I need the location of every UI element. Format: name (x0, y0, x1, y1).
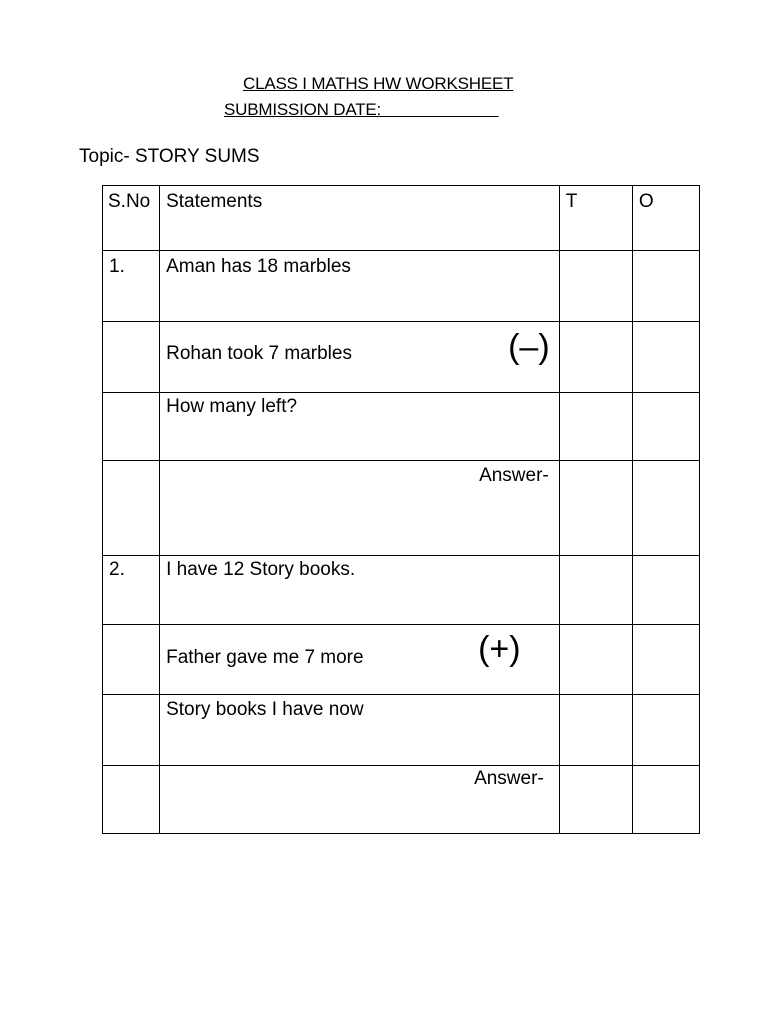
ones-answer-cell[interactable] (632, 461, 699, 556)
table-row (103, 393, 700, 461)
submission-date: SUBMISSION DATE: (224, 100, 499, 119)
tens-cell[interactable] (559, 393, 632, 461)
topic-heading: Topic- STORY SUMS (79, 146, 260, 167)
answer-label: Answer- (474, 768, 544, 789)
header-o-label: O (638, 191, 654, 212)
row-number-cell (103, 695, 160, 766)
row-number-cell (103, 461, 160, 556)
tens-cell[interactable] (559, 695, 632, 766)
statement-text: I have 12 Story books. (166, 559, 356, 580)
table-row (103, 461, 700, 556)
tens-answer-cell[interactable] (559, 766, 632, 834)
header-t (559, 186, 632, 251)
table-row (103, 322, 700, 393)
tens-answer-cell[interactable] (559, 461, 632, 556)
question-number: 2. (109, 559, 125, 580)
header-sno (103, 186, 160, 251)
row-number-cell (103, 393, 160, 461)
answer-cell (160, 461, 560, 556)
tens-cell[interactable] (559, 625, 632, 695)
table-row (103, 695, 700, 766)
statement-text: Father gave me 7 more (166, 647, 364, 668)
ones-cell[interactable] (632, 393, 699, 461)
statement-cell (160, 695, 560, 766)
header-t-label: T (565, 191, 578, 212)
statement-text: Rohan took 7 marbles (166, 343, 352, 364)
row-number-cell (103, 556, 160, 625)
table-row (103, 766, 700, 834)
ones-answer-cell[interactable] (632, 766, 699, 834)
ones-cell[interactable] (632, 695, 699, 766)
tens-cell[interactable] (559, 322, 632, 393)
statement-cell (160, 625, 560, 695)
statement-text: How many left? (166, 396, 298, 417)
statement-text: Story books I have now (166, 699, 364, 720)
worksheet-title: CLASS I MATHS HW WORKSHEET (243, 74, 514, 93)
ones-cell[interactable] (632, 625, 699, 695)
row-number-cell (103, 625, 160, 695)
story-sums-table (102, 185, 700, 834)
plus-operator: (+) (478, 630, 521, 668)
question-number: 1. (109, 256, 125, 277)
statement-cell (160, 322, 560, 393)
statement-cell (160, 251, 560, 322)
table-row (103, 625, 700, 695)
row-number-cell (103, 322, 160, 393)
header-sno-label: S.No (108, 191, 151, 212)
answer-cell (160, 766, 560, 834)
ones-cell[interactable] (632, 251, 699, 322)
table-row (103, 251, 700, 322)
statement-cell (160, 556, 560, 625)
header-statements (160, 186, 560, 251)
tens-cell[interactable] (559, 251, 632, 322)
tens-cell[interactable] (559, 556, 632, 625)
header-statements-label: Statements (166, 191, 263, 212)
ones-cell[interactable] (632, 322, 699, 393)
statement-cell (160, 393, 560, 461)
table-header-row (103, 186, 700, 251)
statement-text: Aman has 18 marbles (166, 256, 351, 277)
row-number-cell (103, 766, 160, 834)
row-number-cell (103, 251, 160, 322)
answer-label: Answer- (479, 465, 549, 486)
minus-operator: (–) (508, 328, 550, 366)
table-row (103, 556, 700, 625)
ones-cell[interactable] (632, 556, 699, 625)
header-o (632, 186, 699, 251)
